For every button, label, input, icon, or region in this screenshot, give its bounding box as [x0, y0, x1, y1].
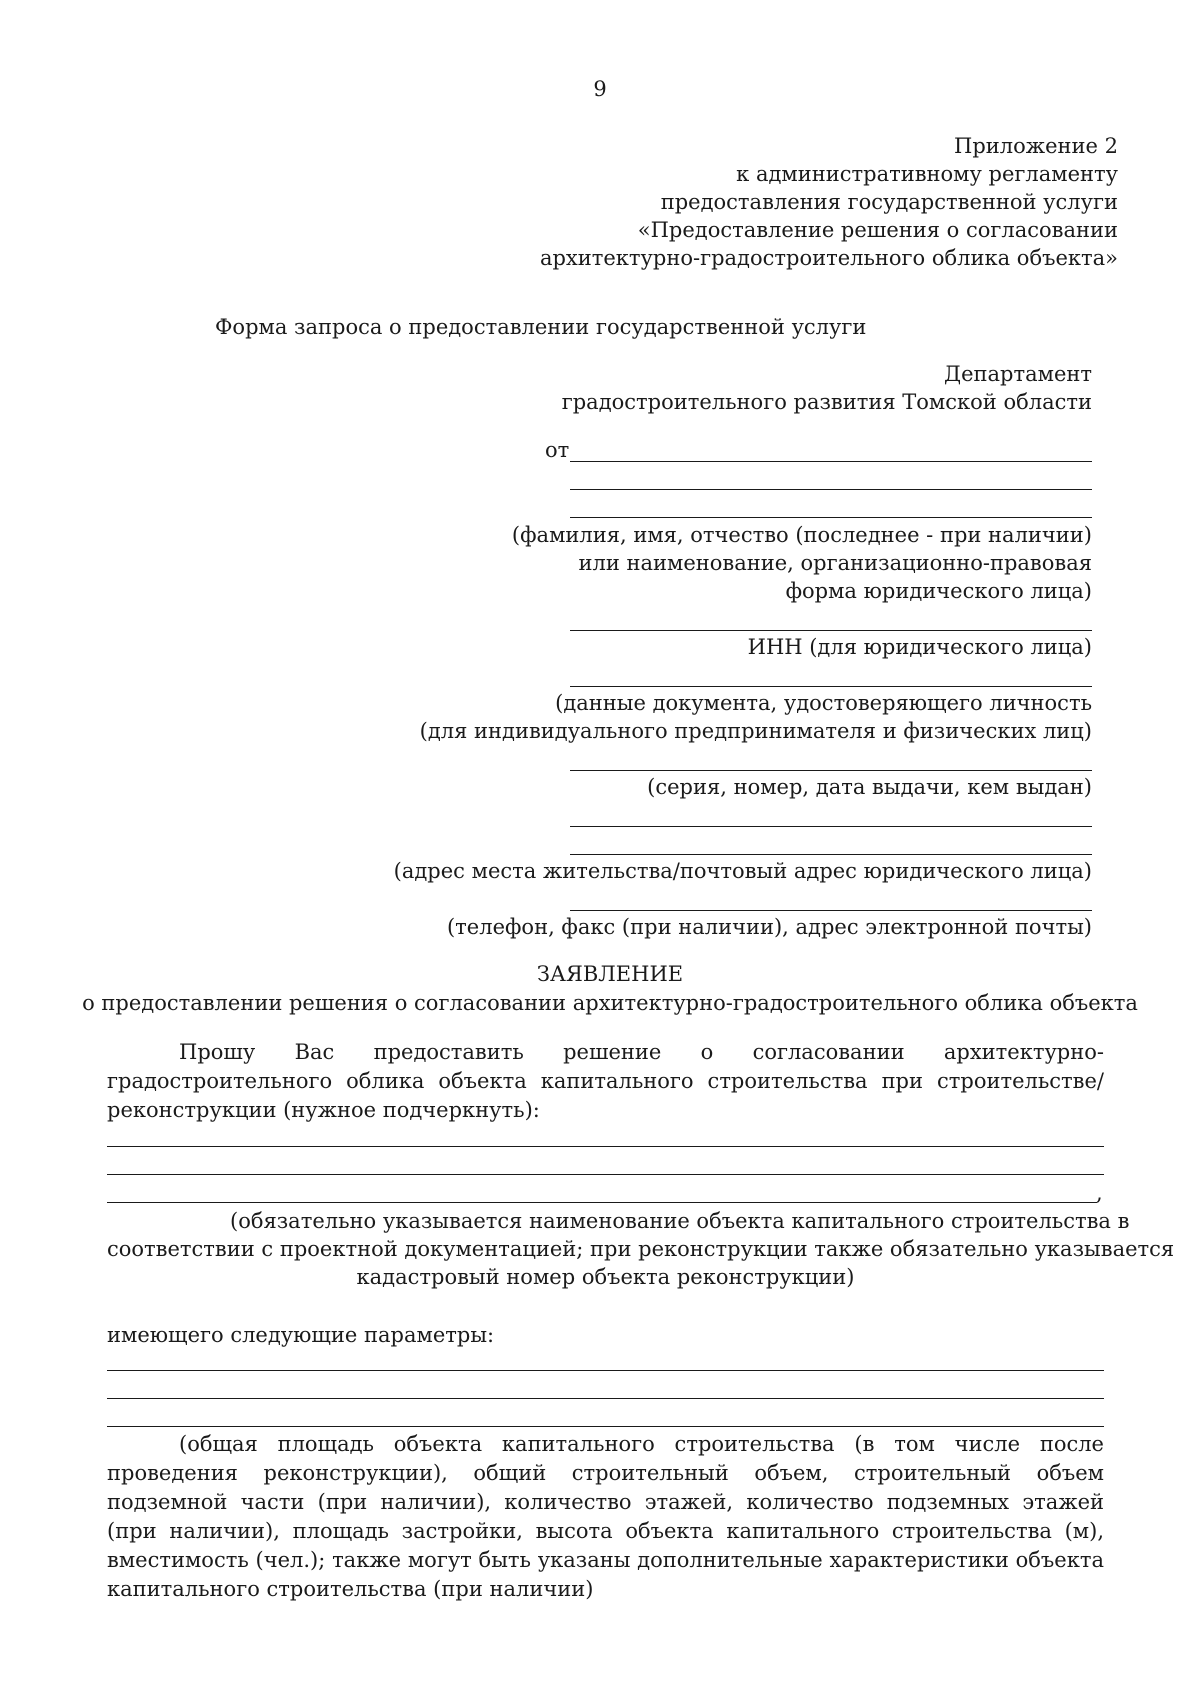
object-field-line[interactable] — [107, 1146, 1104, 1147]
identity-caption: (для индивидуального предпринимателя и физических лиц) — [419, 719, 1092, 743]
addressee-line: градостроительного развития Томской области — [561, 390, 1092, 414]
contacts-field-line[interactable] — [570, 910, 1092, 911]
params-field-line[interactable] — [107, 1370, 1104, 1371]
appendix-line: «Предоставление решения о согласовании — [637, 218, 1118, 242]
from-field-line[interactable] — [570, 461, 1092, 462]
from-label: от — [545, 438, 570, 462]
params-field-line[interactable] — [107, 1398, 1104, 1399]
request-paragraph: Прошу Вас предоставить решение о согласовании архитектурно-градостроительного облика объекта капитального строительства при строительстве/реконструкции (нужное подчеркнуть): — [107, 1040, 1104, 1122]
contacts-caption: (телефон, факс (при наличии), адрес электронной почты) — [446, 915, 1092, 939]
params-note: (общая площадь объекта капитального строительства (в том числе после проведения реконструкции), общий строительный объем, строительный объем подземной части (при наличии), количество этажей, количество подземных этажей (при наличии), площадь застройки, высота объекта капитального строительства (м), вместимость (чел.); также могут быть указаны дополнительные характеристики объекта капитального строительства (при наличии) — [107, 1432, 1104, 1601]
object-field-line[interactable] — [107, 1174, 1104, 1175]
appendix-line: архитектурно-градостроительного облика объекта» — [539, 246, 1118, 270]
params-label: имеющего следующие параметры: — [107, 1323, 495, 1347]
appendix-line: Приложение 2 — [954, 134, 1118, 158]
addressee-line: Департамент — [944, 362, 1092, 386]
inn-field-line[interactable] — [570, 630, 1092, 631]
name-caption: форма юридического лица) — [785, 579, 1092, 603]
trailing-comma: , — [1096, 1181, 1103, 1205]
page-number: 9 — [593, 77, 607, 101]
applicant-field-line[interactable] — [570, 489, 1092, 490]
document-caption: (серия, номер, дата выдачи, кем выдан) — [647, 775, 1092, 799]
name-caption: (фамилия, имя, отчество (последнее - при наличии) — [511, 523, 1092, 547]
identity-caption: (данные документа, удостоверяющего личность — [555, 691, 1092, 715]
object-note: соответствии с проектной документацией; при реконструкции также обязательно указывается — [107, 1237, 1175, 1261]
appendix-line: к административному регламенту — [736, 162, 1118, 186]
identity-field-line[interactable] — [570, 686, 1092, 687]
inn-caption: ИНН (для юридического лица) — [747, 635, 1092, 659]
object-note: (обязательно указывается наименование объекта капитального строительства в — [230, 1209, 1130, 1233]
object-field-line[interactable] — [107, 1202, 1097, 1203]
address-caption: (адрес места жительства/почтовый адрес юридического лица) — [393, 859, 1092, 883]
applicant-field-line[interactable] — [570, 517, 1092, 518]
statement-heading: ЗАЯВЛЕНИЕ — [536, 962, 684, 986]
object-note: кадастровый номер объекта реконструкции) — [356, 1265, 855, 1289]
statement-subheading: о предоставлении решения о согласовании архитектурно-градостроительного облика объекта — [82, 991, 1138, 1015]
form-title: Форма запроса о предоставлении государственной услуги — [215, 315, 867, 339]
address-field-line[interactable] — [570, 826, 1092, 827]
document-field-line[interactable] — [570, 770, 1092, 771]
appendix-line: предоставления государственной услуги — [660, 190, 1118, 214]
params-field-line[interactable] — [107, 1426, 1104, 1427]
name-caption: или наименование, организационно-правовая — [578, 551, 1092, 575]
address-field-line[interactable] — [570, 854, 1092, 855]
